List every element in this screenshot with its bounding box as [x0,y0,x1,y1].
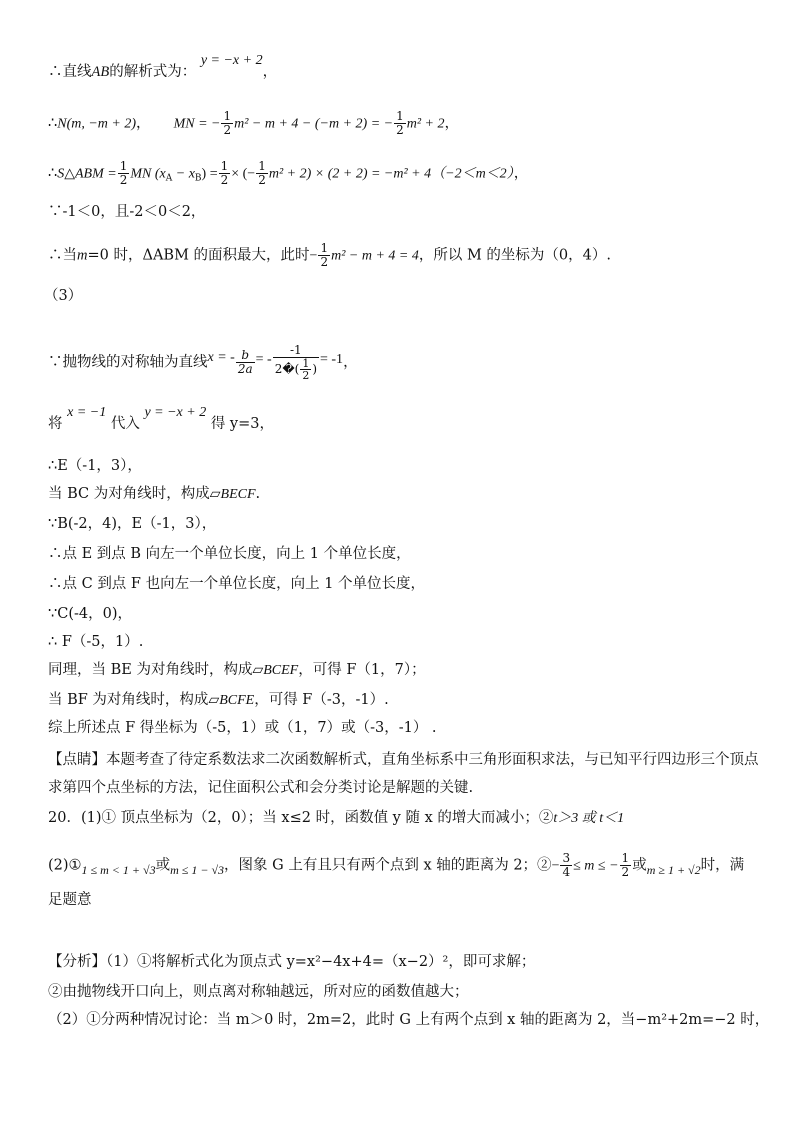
area-expr: ) = [201,166,218,182]
mn-expr: MN = − [173,116,221,132]
line-satisfy: 足题意 [48,892,92,908]
text: ，所以 M 的坐标为（0，4）. [418,247,611,264]
line-condition [48,202,205,222]
text: ∴当 [48,247,77,264]
line-point-e: ∴E（-1，3）， [48,458,142,474]
line-analysis-1: 【分析】（1）①将解析式化为顶点式 y=x²−4x+4=（x−2）²，即可求解； [48,954,536,970]
equation-ab: y = −x + 2 [200,53,263,68]
mn-expr-tail: m² + 2 [406,116,445,132]
text: =0 时，ΔABM 的面积最大，此时 [87,247,310,264]
line-e-to-b: ∴点 E 到点 B 向左一个单位长度，向上 1 个单位长度， [48,546,411,562]
area-expr: × (− [231,166,256,182]
fraction: $\frac{1}{2}$ [220,159,229,187]
parallelogram: ▱BCFE [208,693,255,708]
line-axis [48,344,358,381]
range-2: m ≤ 1 − √3 [170,862,225,877]
text: = -1 [320,351,344,367]
fraction: $\frac{1}{2}$ [320,241,329,269]
line-substitute [48,405,275,435]
line-ab-equation [48,53,278,83]
fraction: $\frac{3}{4}$ [562,851,571,879]
text: = - [255,351,272,367]
line-analysis-3: （2）①分两种情况讨论：当 m＞0 时，2m=2，此时 G 上有两个点到 x 轴的距离为 2，当−m²+2m=−2 时， [48,1012,770,1028]
line-area [48,160,528,189]
fraction-big: -1 2�( $\frac{1}{2}$ ) [274,343,317,382]
area-symbol: S△ABM = [57,166,117,182]
text: ∵抛物线的对称轴为直线 [48,354,208,371]
fraction: $\frac{1}{2}$ [621,851,630,879]
y-equation: y = −x + 2 [144,405,207,420]
sub: A [165,173,173,184]
line-comment-1: 【点睛】本题考查了待定系数法求二次函数解析式，直角坐标系中三角形面积求法，与已知平行四边形三个顶点 [48,752,759,768]
line-comment-2: 求第四个点坐标的方法，记住面积公式和会分类讨论是解题的关键. [48,780,474,796]
line-point-c: ∵C(-4，0)， [48,606,132,622]
text: ∵-1＜0，且-2＜0＜2， [48,204,206,220]
sub: B [194,173,202,184]
fraction: $\frac{1}{2}$ [223,109,232,137]
max-expr: m² − m + 4 = 4 [331,248,419,264]
text: ， [262,64,278,80]
text: ， [136,115,151,132]
text: ， [513,165,529,182]
point-n: N(m, −m + 2) [57,116,137,132]
fraction: $\frac{1}{2}$ [396,109,404,137]
text: 的解析式为： [109,64,197,80]
x-value: x = −1 [67,405,107,420]
area-expr: MN (x [130,166,166,182]
text: ∴ [48,115,58,132]
part-3-label [44,286,82,306]
answer-range: t＞3 或 t＜1 [553,811,625,826]
line-analysis-2: ②由抛物线开口向上，则点离对称轴越远，所对应的函数值越大； [48,984,469,1000]
parallelogram: ▱BECF [209,487,256,502]
range-1: 1 ≤ m < 1 + √3 [81,862,156,877]
fraction: $\frac{b}{2a}$ [237,348,253,376]
line-be-diagonal: 同理，当 BE 为对角线时，构成▱BCEF，可得 F（1，7）； [48,662,426,678]
line-c-to-f: ∴点 C 到点 F 也向左一个单位长度，向上 1 个单位长度， [48,576,426,592]
axis-x: x = - [207,349,235,365]
line-max-area [48,242,611,269]
line-be: ∵B(-2，4)，E（-1，3）， [48,516,217,532]
text: − [309,248,318,264]
var-ab: AB [91,64,110,80]
text: 代入 [110,416,140,432]
parallelogram: ▱BCEF [252,663,299,678]
mn-expr-mid: m² − m + 4 − (−m + 2) = − [234,116,394,132]
area-expr: − x [172,166,195,182]
text: ， [444,115,459,132]
text: （3） [44,288,83,304]
line-mn [48,110,459,137]
line-answer-20-2: $(2)①_{1 \le m < 1 + √3}$或$_{m \le 1 - √3}$，图象 G 上有且只有两个点到 x 轴的距离为 2；②− $\frac{3}{4}$ ≤ m ≤ − $\frac{1}{2}$ 或$_{m \ge 1 + √2}$时，满 [48,851,745,879]
text: 得 y=3， [210,416,275,432]
area-expr: m² + 2) × (2 + 2) = −m² + 4（−2＜m＜2） [268,166,514,182]
text: ∴ [48,165,58,182]
var-m: m [77,247,88,264]
text: ∴直线 [48,64,92,80]
line-bc-diagonal: 当 BC 为对角线时，构成▱BECF. [48,486,261,502]
line-point-f: ∴ F（-5，1）. [48,634,144,650]
line-answer-20-1: 20．(1)① 顶点坐标为（2，0）；当 x≤2 时，函数值 y 随 x 的增大而减小；②t＞3 或 t＜1 [48,810,625,826]
line-bf-diagonal: 当 BF 为对角线时，构成▱BCFE，可得 F（-3，-1）. [48,692,389,708]
fraction: $\frac{1}{2}$ [119,159,128,187]
range-3: m ≥ 1 + √2 [646,862,701,877]
fraction: $\frac{1}{2}$ [258,159,266,187]
line-summary: 综上所述点 F 得坐标为（-5，1）或（1，7）或（-3，-1） . [48,720,437,736]
text: ， [343,354,358,371]
text: 将 [48,416,63,432]
